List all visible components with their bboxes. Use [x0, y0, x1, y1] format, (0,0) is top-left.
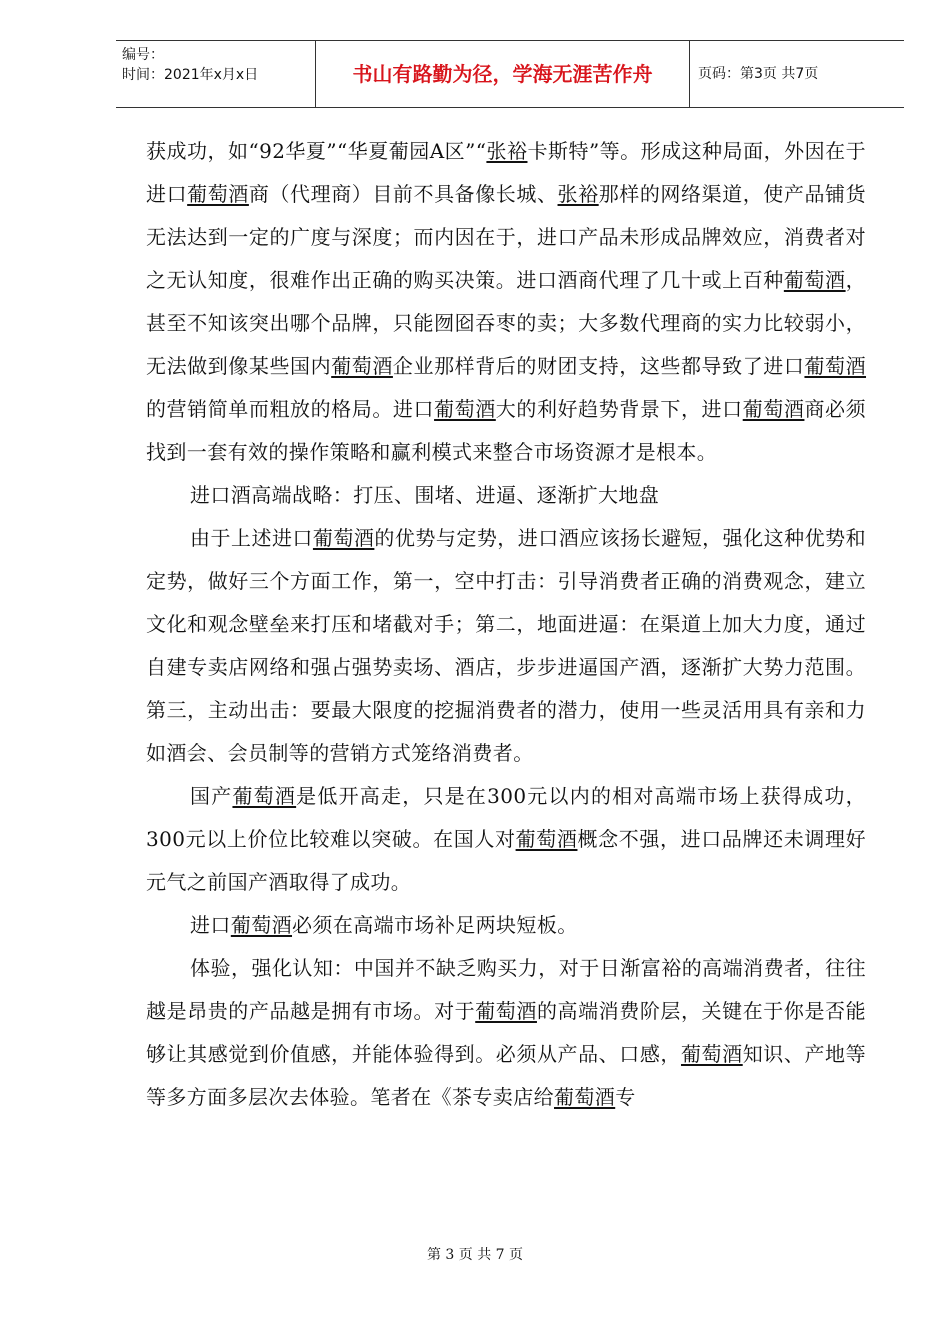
text-run: 获成功，如“92华夏”“华夏葡园A区”“	[146, 139, 487, 163]
body-paragraph	[146, 947, 866, 1119]
document-time-label: 时间：2021年x月x日	[122, 67, 259, 83]
underlined-term: 葡萄酒	[187, 182, 249, 206]
text-run: 那样的网络渠道，使产品铺货无法达到一定的广度与深度；而内因在于，进口产品未形成品牌效应，消费者对之无认知度，很难作出正确的购买决策。进口酒商代理了几十或上百种	[146, 182, 866, 292]
underlined-term: 葡萄酒	[331, 354, 393, 378]
page-footer: 第 3 页 共 7 页	[426, 1247, 524, 1263]
document-number-label: 编号：	[122, 47, 164, 63]
header-page-number: 页码：第3页 共7页	[698, 66, 819, 82]
text-run: 国产	[190, 784, 233, 808]
underlined-term: 葡萄酒	[434, 397, 496, 421]
underlined-term: 葡萄酒	[804, 354, 867, 378]
body-paragraph	[146, 474, 866, 517]
text-run: 专	[615, 1085, 636, 1109]
text-run: 由于上述进口	[190, 526, 313, 550]
text-run: 的营销简单而粗放的格局。进口	[146, 397, 435, 421]
text-run: 知识、产地等等多方面多层次去体验。笔者在《茶专卖店给	[146, 1042, 866, 1109]
body-paragraph	[146, 130, 866, 474]
underlined-term: 葡萄酒	[515, 827, 578, 851]
underlined-term: 张裕	[486, 139, 528, 163]
text-run: 卡斯特”等。形成这种局面，外因在于进口	[146, 139, 866, 206]
underlined-term: 葡萄酒	[312, 526, 375, 550]
header-meta-cell	[116, 41, 316, 107]
text-run: 必须在高端市场补足两块短板。	[292, 913, 578, 937]
text-run: 大的利好趋势背景下，进口	[495, 397, 743, 421]
text-run: 商（代理商）目前不具备像长城、	[248, 182, 558, 206]
body-paragraph	[146, 775, 866, 904]
text-run: 概念不强，进口品牌还未调理好元气之前国产酒取得了成功。	[146, 827, 866, 894]
text-run: 商必须找到一套有效的操作策略和赢利模式来整合市场资源才是根本。	[146, 397, 866, 464]
page-header	[116, 40, 904, 108]
underlined-term: 葡萄酒	[742, 397, 805, 421]
text-run: 进口酒高端战略：打压、围堵、进逼、逐渐扩大地盘	[190, 483, 660, 507]
underlined-term: 葡萄酒	[680, 1042, 743, 1066]
body-paragraph	[146, 904, 866, 947]
underlined-term: 葡萄酒	[475, 999, 537, 1023]
underlined-term: 葡萄酒	[230, 913, 293, 937]
body-paragraph	[146, 517, 866, 775]
underlined-term: 葡萄酒	[554, 1085, 616, 1109]
underlined-term: 葡萄酒	[232, 784, 297, 808]
text-run: 的优势与定势，进口酒应该扬长避短，强化这种优势和定势，做好三个方面工作，第一，空中打击：引导消费者正确的消费观念，建立文化和观念壁垒来打压和堵截对手；第二，地面进逼：在渠道上加大力度，通过自建专卖店网络和强占强势卖场、酒店，步步进逼国产酒，逐渐扩大势力范围。第三，主动出击：要最大限度的挖掘消费者的潜力，使用一些灵活用具有亲和力如酒会、会员制等的营销方式笼络消费者。	[146, 526, 866, 765]
text-run: 企业那样背后的财团支持，这些都导致了进口	[392, 354, 805, 378]
text-run: 的高端消费阶层，关键在于你是否能够让其感觉到价值感，并能体验得到。必须从产品、口感，	[146, 999, 866, 1066]
header-motto: 书山有路勤为径，学海无涯苦作舟	[316, 41, 690, 107]
text-run: 体验，强化认知：中国并不缺乏购买力，对于日渐富裕的高端消费者，往往越是昂贵的产品越是拥有市场。对于	[146, 956, 866, 1023]
underlined-term: 张裕	[557, 182, 599, 206]
text-run: ，甚至不知该突出哪个品牌，只能囫囵吞枣的卖；大多数代理商的实力比较弱小，无法做到像某些国内	[146, 268, 866, 378]
underlined-term: 葡萄酒	[783, 268, 846, 292]
text-run: 进口	[190, 913, 231, 937]
document-body	[146, 130, 866, 1119]
text-run: 是低开高走，只是在300元以内的相对高端市场上获得成功，300元以上价位比较难以突破。在国人对	[146, 784, 867, 851]
